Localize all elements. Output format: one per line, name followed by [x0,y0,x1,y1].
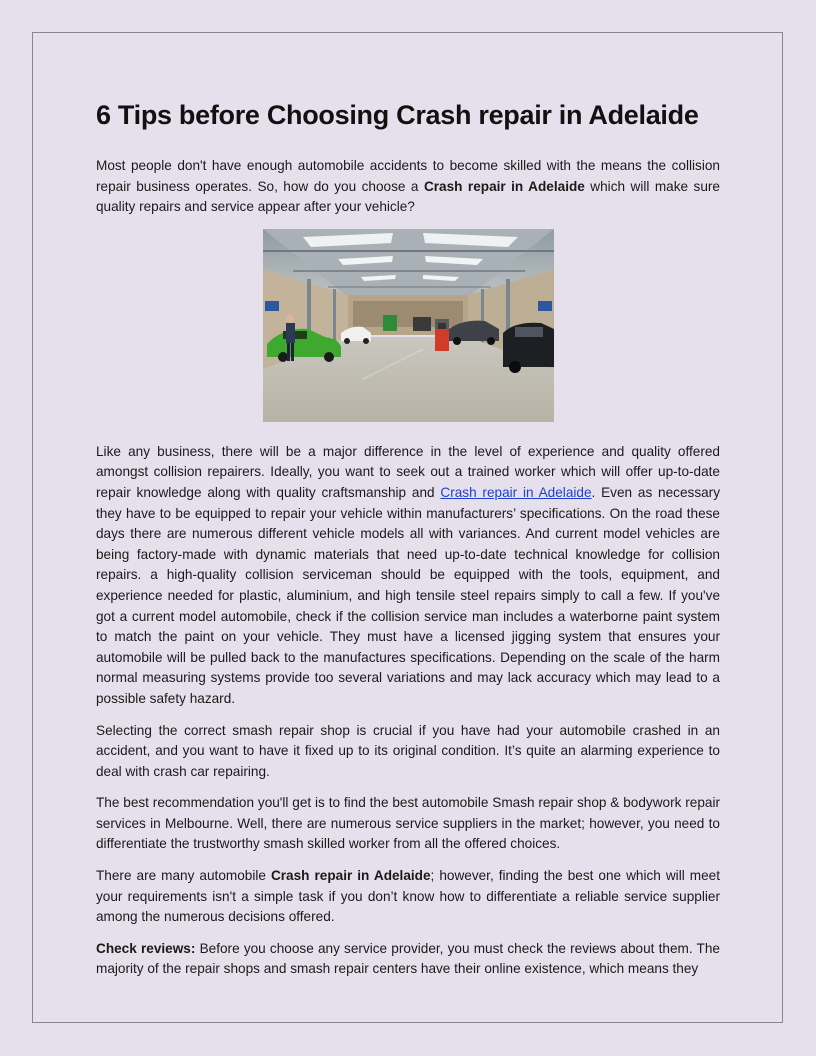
experience-text-start: Like any business, there will be a major difference in the level of experience and quality offered amongst collision repairers. Ideally, you want to seek out a trained worker which will offer up-to-date repair knowledge along with quality craftsmanship and [96,443,720,500]
workshop-photo-illustration [263,229,554,422]
check-reviews-paragraph [96,939,720,980]
check-reviews-heading: Check reviews: [96,940,196,956]
intro-text-end: which will make sure quality repairs and service appear after your vehicle? [96,178,720,215]
intro-bold-keyword: Crash repair in Adelaide [423,178,585,194]
many-repairers-paragraph [96,866,720,928]
intro-text-start: Most people don't have enough automobile accidents to become skilled with the means the collision repair business operates. So, how do you choose a [96,158,720,194]
selecting-shop-paragraph: Selecting the correct smash repair shop is crucial if you have had your automobile crashed in an accident, and you want to have it fixed up to its original condition. It’s quite an alarming experience to deal with crash car repairing. [96,722,720,779]
intro-paragraph [96,156,720,218]
many-repairers-text-end: ; however, finding the best one which will meet your requirements isn't a simple task if you don’t know how to differentiate a reliable service supplier among the numerous decisions offered. [96,868,720,925]
crash-repair-adelaide-link[interactable]: Crash repair in Adelaide [440,484,592,500]
workshop-photo [263,229,554,422]
document-content [96,96,720,991]
check-reviews-text: Before you choose any service provider, you must check the reviews about them. The majority of the repair shops and smash repair centers have their online existence, which means they [96,940,720,977]
experience-text-end: . Even as necessary they have to be equipped to repair your vehicle within manufacturers’ specifications. On the road these days there are numerous different vehicle models all with variances. And current model vehicles are being factory-made with dynamic materials that need up-to-date technical knowledge for collision repairs. a high-quality collision serviceman should be equipped with the tools, equipment, and experience needed for plastic, aluminium, and high tensile steel repairs simply to call a few. If you've got a current model automobile, check if the collision service man includes a waterborne paint system to match the paint on your vehicle. They must have a licensed jigging system that ensures your automobile will be pulled back to the manufactures specifications. Depending on the scale of the harm normal measuring systems provide too several variations and may lack accuracy which may lead to a possible safety hazard. [96,484,720,706]
many-repairers-text-start: There are many automobile [96,868,271,884]
experience-paragraph [96,442,720,710]
page-title: 6 Tips before Choosing Crash repair in Adelaide [96,100,699,130]
many-repairers-bold-keyword: Crash repair in Adelaide [270,868,431,884]
recommendation-paragraph: The best recommendation you'll get is to find the best automobile Smash repair shop & bodywork repair services in Melbourne. Well, there are numerous service suppliers in the market; however, you need to differentiate the trustworthy smash skilled worker from all the offered choices. [96,795,720,852]
